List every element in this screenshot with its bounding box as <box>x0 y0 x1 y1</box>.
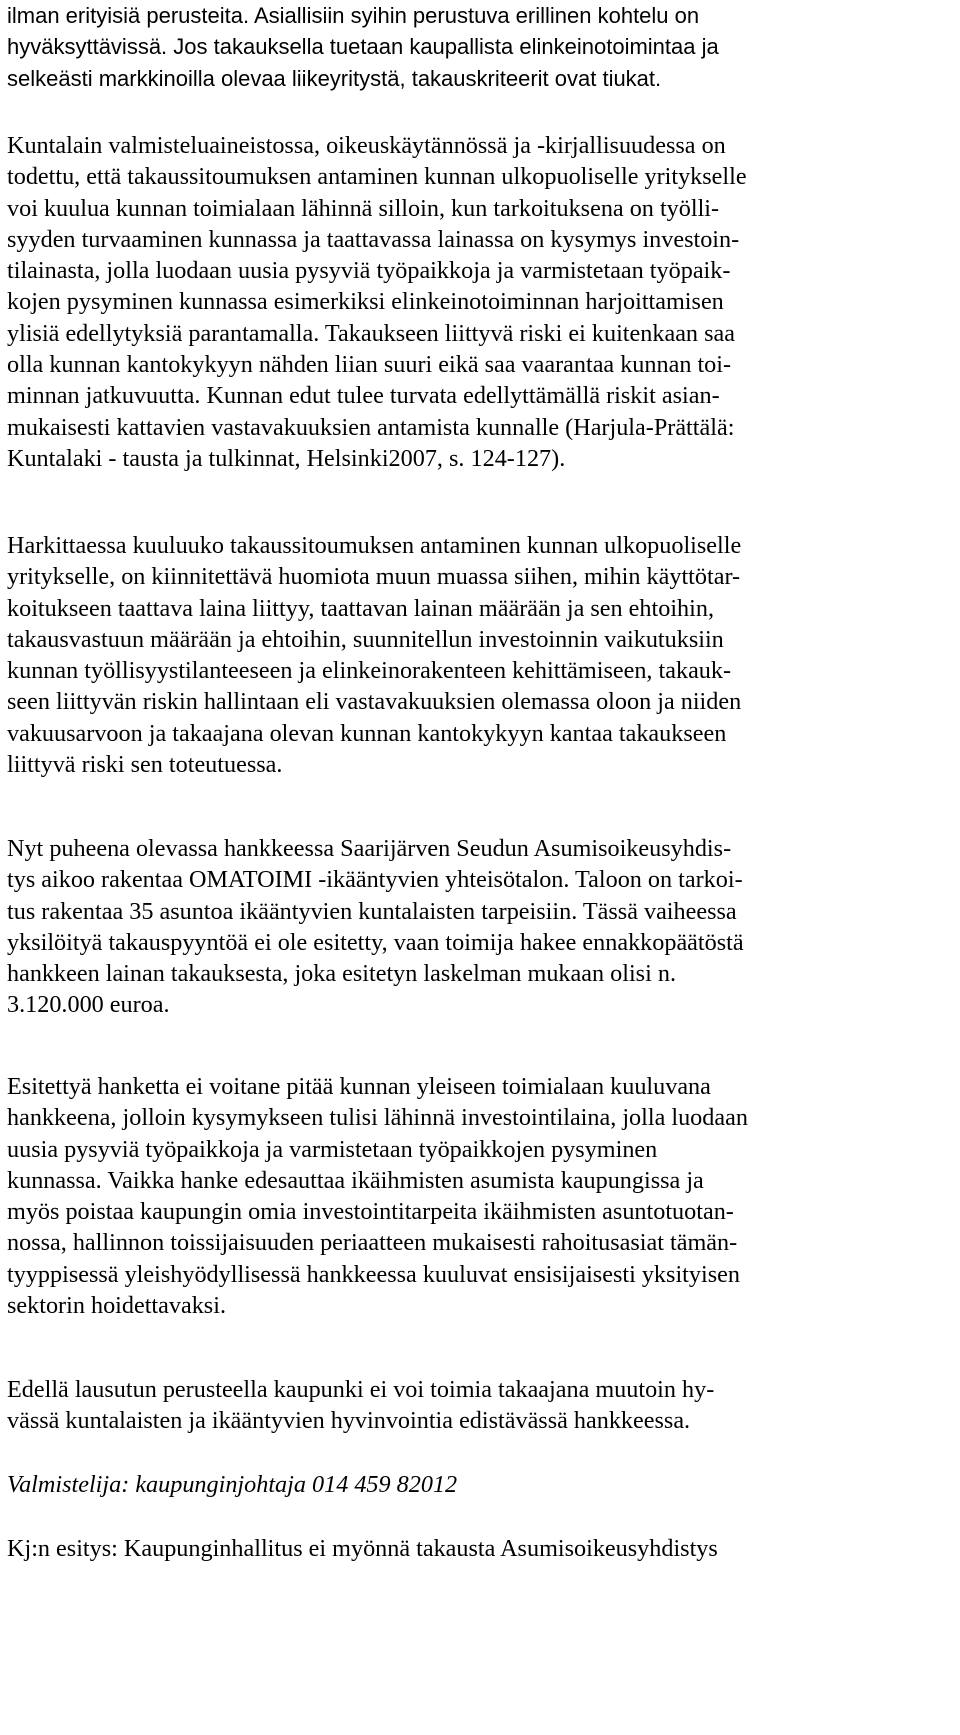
text-line: olla kunnan kantokykyyn nähden liian suuri eikä saa vaarantaa kunnan toi- <box>7 351 732 379</box>
text-line: syyden turvaaminen kunnassa ja taattavassa lainassa on kysymys investoin- <box>7 225 740 253</box>
text-line: tus rakentaa 35 asuntoa ikääntyvien kuntalaisten tarpeisiin. Tässä vaiheessa <box>7 897 737 925</box>
text-line: Edellä lausutun perusteella kaupunki ei voi toimia takaajana muutoin hy- <box>7 1376 715 1403</box>
text-line: Harkittaessa kuuluuko takaussitoumuksen antaminen kunnan ulkopuoliselle <box>7 532 742 559</box>
text-line: uusia pysyviä työpaikkoja ja varmistetaan työpaikkojen pysyminen <box>7 1135 658 1163</box>
text-line: tys aikoo rakentaa OMATOIMI -ikääntyvien yhteisötalon. Taloon on tarkoi- <box>7 866 743 894</box>
paragraph-nyt-puheena <box>7 833 942 1021</box>
text-line: koitukseen taattava laina liittyy, taattavan lainan määrään ja sen ehtoihin, <box>7 594 714 622</box>
paragraph-edella-lausutun <box>7 1374 942 1437</box>
text-line: vakuusarvoon ja takaajana olevan kunnan kantokykyyn kantaa takaukseen <box>7 719 727 747</box>
text-line: sektorin hoidettavaksi. <box>7 1292 226 1320</box>
paragraph-intro-continuation <box>7 0 942 94</box>
text-line: liittyvä riski sen toteutuessa. <box>7 751 283 779</box>
text-line: voi kuulua kunnan toimialaan lähinnä silloin, kun tarkoituksena on työlli- <box>7 194 720 222</box>
text-line: kunnassa. Vaikka hanke edesauttaa ikäihmisten asumista kaupungissa ja <box>7 1166 704 1194</box>
text-line: seen liittyvän riskin hallintaan eli vastavakuuksien olemassa oloon ja niiden <box>7 688 742 716</box>
paragraph-esitettya-hanketta <box>7 1071 942 1321</box>
text-line: Esitettyä hanketta ei voitane pitää kunnan yleiseen toimialaan kuuluvana <box>7 1073 711 1100</box>
text-line: 3.120.000 euroa. <box>7 991 170 1019</box>
text-line: tilainasta, jolla luodaan uusia pysyviä työpaikkoja ja varmistetaan työpaik- <box>7 257 731 285</box>
text-line: ylisiä edellytyksiä parantamalla. Takaukseen liittyvä riski ei kuitenkaan saa <box>7 319 735 347</box>
text-line: mukaisesti kattavien vastavakuuksien antamista kunnalle (Harjula-Prättälä: <box>7 413 735 441</box>
text-line: myös poistaa kaupungin omia investointitarpeita ikäihmisten asuntotuotan- <box>7 1198 734 1226</box>
text-line: Kuntalaki - tausta ja tulkinnat, Helsinki2007, s. 124-127). <box>7 444 566 472</box>
text-line: takausvastuun määrään ja ehtoihin, suunnitellun investoinnin vaikutuksiin <box>7 625 724 653</box>
text-line: kojen pysyminen kunnassa esimerkiksi elinkeinotoiminnan harjoittamisen <box>7 288 724 316</box>
text-line: nossa, hallinnon toissijaisuuden periaatteen mukaisesti rahoitusasiat tämän- <box>7 1229 738 1257</box>
paragraph-kuntalain-valmistelu <box>7 130 942 474</box>
paragraph-harkittaessa <box>7 530 942 780</box>
proposal-line <box>7 1533 942 1564</box>
text-line: Kuntalain valmisteluaineistossa, oikeuskäytännössä ja -kirjallisuudessa on <box>7 132 726 159</box>
text-line: Nyt puheena olevassa hankkeessa Saarijärven Seudun Asumisoikeusyhdis- <box>7 835 732 862</box>
text-line: tyyppisessä yleishyödyllisessä hankkeessa kuuluvat ensisijaisesti yksityisen <box>7 1260 740 1288</box>
text-line: yksilöityä takauspyyntöä ei ole esitetty, vaan toimija hakee ennakkopäätöstä <box>7 928 744 956</box>
preparer-line <box>7 1469 942 1500</box>
text-line: Kj:n esitys: Kaupunginhallitus ei myönnä takausta Asumisoikeusyhdistys <box>7 1535 718 1562</box>
text-line: ilman erityisiä perusteita. Asiallisiin syihin perustuva erillinen kohtelu on <box>7 3 700 28</box>
text-line: Valmistelija: kaupunginjohtaja 014 459 82012 <box>7 1471 458 1498</box>
text-line: vässä kuntalaisten ja ikääntyvien hyvinvointia edistävässä hankkeessa. <box>7 1407 691 1435</box>
text-line: kunnan työllisyystilanteeseen ja elinkeinorakenteen kehittämiseen, takauk- <box>7 657 732 685</box>
text-line: hankkeena, jolloin kysymykseen tulisi lähinnä investointilaina, jolla luodaan <box>7 1104 748 1132</box>
text-line: yritykselle, on kiinnitettävä huomiota muun muassa siihen, mihin käyttötar- <box>7 563 741 591</box>
text-line: selkeästi markkinoilla olevaa liikeyritystä, takauskriteerit ovat tiukat. <box>7 65 662 91</box>
text-line: hankkeen lainan takauksesta, joka esitetyn laskelman mukaan olisi n. <box>7 960 676 988</box>
text-line: todettu, että takaussitoumuksen antaminen kunnan ulkopuoliselle yritykselle <box>7 163 747 191</box>
text-line: hyväksyttävissä. Jos takauksella tuetaan kaupallista elinkeinotoimintaa ja <box>7 34 719 60</box>
text-line: minnan jatkuvuutta. Kunnan edut tulee turvata edellyttämällä riskit asian- <box>7 382 720 410</box>
